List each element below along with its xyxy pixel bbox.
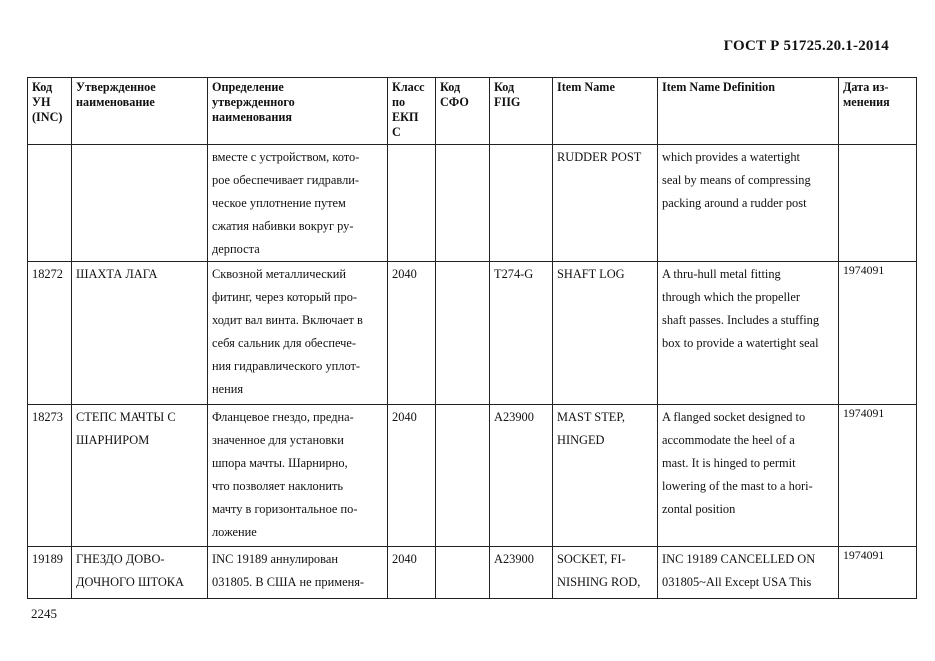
cell-fiig <box>490 145 553 262</box>
table-row <box>28 262 917 405</box>
cell-definition: вместе с устройством, кото- рое обеспечивает гидравли- ческое уплотнение путем сжатия набивки вокруг ру- дерпоста <box>208 145 388 262</box>
header-sfo-code: Код СФО <box>436 78 490 145</box>
cell-item-definition: which provides a watertight seal by means of compressing packing around a rudder post <box>658 145 839 262</box>
header-inc: Код УН (INC) <box>28 78 72 145</box>
cell-name: ГНЕЗДО ДОВО- ДОЧНОГО ШТОКА <box>72 547 208 599</box>
cell-sfo <box>436 145 490 262</box>
cell-date: 1974091 <box>839 547 917 599</box>
page-number: 2245 <box>31 606 57 621</box>
header-definition: Определение утвержденного наименования <box>208 78 388 145</box>
table-row <box>28 405 917 547</box>
cell-inc: 18272 <box>28 262 72 405</box>
header-fiig-code: Код FIIG <box>490 78 553 145</box>
cell-fiig: A23900 <box>490 547 553 599</box>
cell-item-name: RUDDER POST <box>553 145 658 262</box>
header-item-name-definition: Item Name Definition <box>658 78 839 145</box>
cell-name: СТЕПС МАЧТЫ С ШАРНИРОМ <box>72 405 208 547</box>
cell-fsc: 2040 <box>388 262 436 405</box>
cell-date: 1974091 <box>839 405 917 547</box>
cell-item-definition: A thru-hull metal fitting through which the propeller shaft passes. Includes a stuffing box to provide a watertight seal <box>658 262 839 405</box>
cell-item-name: SHAFT LOG <box>553 262 658 405</box>
header-fsc-class: Класс по ЕКП С <box>388 78 436 145</box>
cell-item-definition: INC 19189 CANCELLED ON 031805~All Except USA This <box>658 547 839 599</box>
cell-item-name: MAST STEP, HINGED <box>553 405 658 547</box>
cell-item-name: SOCKET, FI- NISHING ROD, <box>553 547 658 599</box>
page-title: ГОСТ Р 51725.20.1-2014 <box>723 38 889 54</box>
cell-definition: Сквозной металлический фитинг, через который про- ходит вал винта. Включает в себя сальник для обеспече- ния гидравлического уплот- нения <box>208 262 388 405</box>
table-row <box>28 547 917 599</box>
cell-fsc: 2040 <box>388 405 436 547</box>
cell-item-definition: A flanged socket designed to accommodate the heel of a mast. It is hinged to permit lowering of the mast to a hori- zontal position <box>658 405 839 547</box>
cell-inc: 19189 <box>28 547 72 599</box>
cell-fiig: A23900 <box>490 405 553 547</box>
header-approved-name: Утвержденное наименование <box>72 78 208 145</box>
cell-fiig: T274-G <box>490 262 553 405</box>
cell-sfo <box>436 262 490 405</box>
specification-table <box>27 77 917 599</box>
cell-sfo <box>436 405 490 547</box>
table-header-row <box>28 78 917 145</box>
cell-definition: INC 19189 аннулирован 031805. В США не применя- <box>208 547 388 599</box>
cell-fsc <box>388 145 436 262</box>
cell-name: ШАХТА ЛАГА <box>72 262 208 405</box>
cell-inc <box>28 145 72 262</box>
cell-definition: Фланцевое гнездо, предна- значенное для установки шпора мачты. Шарнирно, что позволяет наклонить мачту в горизонтальное по- ложение <box>208 405 388 547</box>
header-change-date: Дата из- менения <box>839 78 917 145</box>
cell-inc: 18273 <box>28 405 72 547</box>
header-item-name: Item Name <box>553 78 658 145</box>
cell-name <box>72 145 208 262</box>
cell-fsc: 2040 <box>388 547 436 599</box>
table-row <box>28 145 917 262</box>
cell-date <box>839 145 917 262</box>
cell-sfo <box>436 547 490 599</box>
cell-date: 1974091 <box>839 262 917 405</box>
